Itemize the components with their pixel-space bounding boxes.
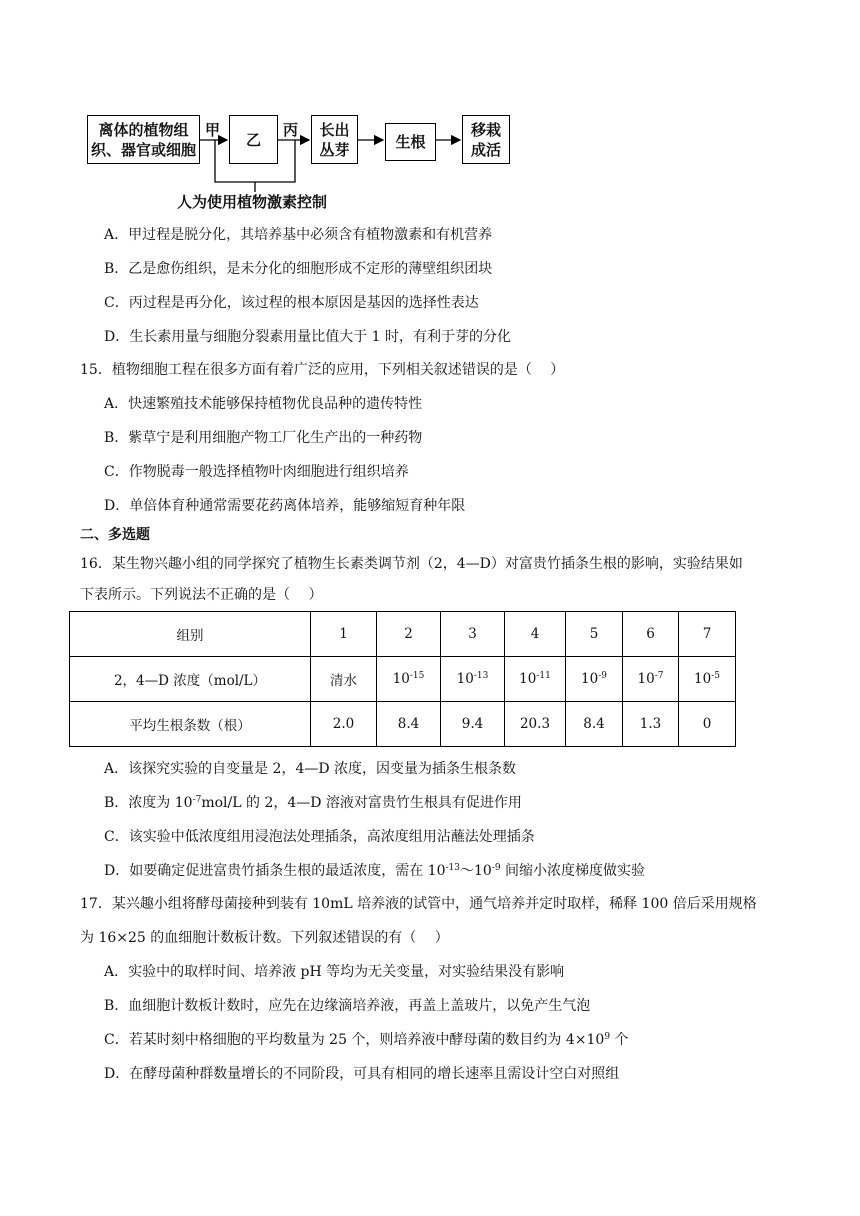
q17-option-c: C．若某时刻中格细胞的平均数量为 25 个，则培养液中酵母菌的数目约为 $4\times 10^9$ 个 xyxy=(104,1032,629,1048)
q17-option-d: D．在酵母菌种群数量增长的不同阶段，可具有相同的增长速率且需设计空白对照组 xyxy=(104,1066,620,1082)
tissue-culture-flow-diagram xyxy=(0,0,860,220)
q16-option-d: D．如要确定促进富贵竹插条生根的最适浓度，需在 $10^{-13}\sim 10^{-9}$ 间缩小浓度梯度做实验 xyxy=(104,863,646,879)
conc-cell: $10^{-15}$ xyxy=(377,657,441,702)
q17-stem-line1: 17．某兴趣小组将酵母菌接种到装有 10mL 培养液的试管中，通气培养并定时取样，稀释 100 倍后采用规格 xyxy=(80,896,757,912)
q16-option-b: B．浓度为 $10^{-7}mol/L$ 的 2，4—D 溶液对富贵竹生根具有促进作用 xyxy=(104,795,522,811)
q17-stem-line2: 为 16×25 的血细胞计数板计数。下列叙述错误的有（ ） xyxy=(80,930,449,946)
conc-cell: 清水 xyxy=(311,657,377,702)
q17-option-a: A．实验中的取样时间、培养液 pH 等均为无关变量，对实验结果没有影响 xyxy=(104,964,565,980)
conc-cell: $10^{-5}$ xyxy=(679,657,736,702)
roots-label-cell: 平均生根条数（根） xyxy=(70,702,311,747)
q16-stem-line2: 下表所示。下列说法不正确的是（ ） xyxy=(80,587,323,603)
q15-option-b: B．紫草宁是利用细胞产物工厂化生产出的一种药物 xyxy=(104,430,423,446)
box-yi: 乙 xyxy=(229,115,278,164)
roots-cell: 1.3 xyxy=(623,702,679,747)
conc-label-cell: 2，4—D 浓度（mol/L） xyxy=(70,657,311,702)
box-isolated-tissue: 离体的植物组 织、器官或细胞 xyxy=(87,115,200,164)
table-row xyxy=(70,612,736,657)
roots-cell: 0 xyxy=(679,702,736,747)
q15-stem: 15．植物细胞工程在很多方面有着广泛的应用，下列相关叙述错误的是（ ） xyxy=(80,362,565,378)
group-cell: 6 xyxy=(623,612,679,657)
q17-option-b: B．血细胞计数板计数时，应先在边缘滴培养液，再盖上盖玻片，以免产生气泡 xyxy=(104,998,591,1014)
control-caption: 人为使用植物激素控制 xyxy=(177,193,328,211)
q15-option-c: C．作物脱毒一般选择植物叶肉细胞进行组织培养 xyxy=(104,464,409,480)
group-cell: 5 xyxy=(566,612,623,657)
table-row xyxy=(70,702,736,747)
q15-option-a: A．快速繁殖技术能够保持植物优良品种的遗传特性 xyxy=(104,396,423,412)
roots-cell: 8.4 xyxy=(566,702,623,747)
conc-cell: $10^{-13}$ xyxy=(441,657,505,702)
q14-option-d: D．生长素用量与细胞分裂素用量比值大于 1 时，有利于芽的分化 xyxy=(104,329,512,345)
roots-cell: 20.3 xyxy=(505,702,566,747)
roots-cell: 2.0 xyxy=(311,702,377,747)
q14-option-a: A．甲过程是脱分化，其培养基中必须含有植物激素和有机营养 xyxy=(104,227,493,243)
q16-option-c: C．该实验中低浓度组用浸泡法处理插条，高浓度组用沾蘸法处理插条 xyxy=(104,829,535,845)
group-cell: 1 xyxy=(311,612,377,657)
flow-arrows xyxy=(0,0,860,220)
box-sprouts: 长出 丛芽 xyxy=(311,115,358,164)
group-cell: 7 xyxy=(679,612,736,657)
roots-cell: 8.4 xyxy=(377,702,441,747)
group-cell: 2 xyxy=(377,612,441,657)
conc-cell: $10^{-11}$ xyxy=(505,657,566,702)
table-row xyxy=(70,657,736,702)
label-process-bing: 丙 xyxy=(283,121,299,139)
header-label-cell: 组别 xyxy=(70,612,311,657)
q14-option-c: C．丙过程是再分化，该过程的根本原因是基因的选择性表达 xyxy=(104,295,479,311)
section-title-multiple-choice: 二、多选题 xyxy=(80,527,150,543)
box-rooting: 生根 xyxy=(385,123,436,161)
roots-cell: 9.4 xyxy=(441,702,505,747)
q16-option-a: A．该探究实验的自变量是 2，4—D 浓度，因变量为插条生根条数 xyxy=(104,761,517,777)
conc-cell: $10^{-7}$ xyxy=(623,657,679,702)
results-table xyxy=(69,611,736,747)
q16-stem-line1: 16．某生物兴趣小组的同学探究了植物生长素类调节剂（2，4—D）对富贵竹插条生根的影响，实验结果如 xyxy=(80,556,743,572)
q15-option-d: D．单倍体育种通常需要花药离体培养，能够缩短育种年限 xyxy=(104,498,466,514)
q14-option-b: B．乙是愈伤组织，是未分化的细胞形成不定形的薄壁组织团块 xyxy=(104,261,493,277)
label-process-jia: 甲 xyxy=(205,121,221,139)
group-cell: 3 xyxy=(441,612,505,657)
group-cell: 4 xyxy=(505,612,566,657)
box-transplant: 移栽 成活 xyxy=(462,115,510,164)
conc-cell: $10^{-9}$ xyxy=(566,657,623,702)
